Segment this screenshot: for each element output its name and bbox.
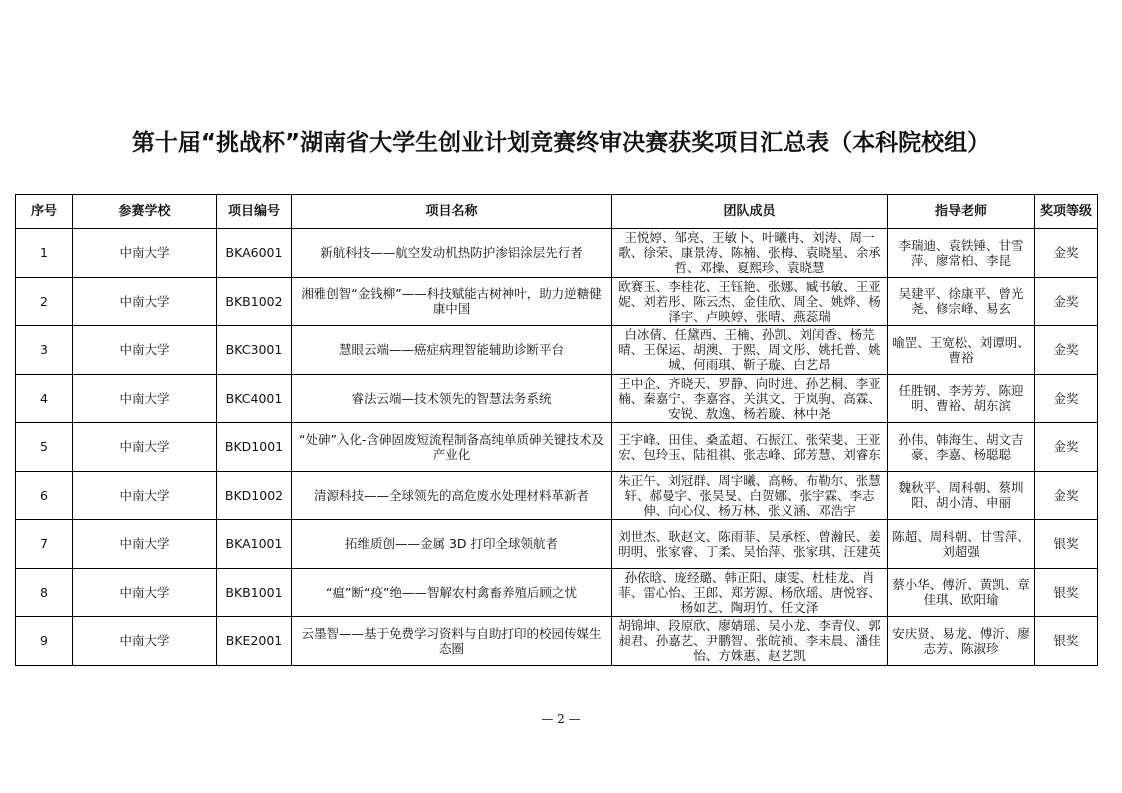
cell-code: BKD1002 [217,471,292,520]
table-row [16,568,1098,617]
cell-advisors: 孙伟、韩海生、胡文吉豪、李嘉、杨聪聪 [888,423,1035,472]
cell-code: BKE2001 [217,617,292,666]
cell-school: 中南大学 [73,471,217,520]
cell-project-name: “瘟”断“疫”绝——智解农村禽畜养殖后顾之忧 [292,568,612,617]
cell-school: 中南大学 [73,568,217,617]
table-row [16,520,1098,569]
cell-advisors: 李瑞迪、袁铁锤、甘雪萍、廖常柏、李昆 [888,229,1035,278]
cell-members: 欧赛玉、李桂花、王钰艳、张娜、臧书敏、王亚妮、刘若彤、陈云杰、金佳欣、周全、姚烨、杨泽宇、卢映婷、张晴、燕蕊瑞 [612,277,888,326]
cell-project-name: 清源科技——全球领先的高危废水处理材料革新者 [292,471,612,520]
cell-advisors: 喻罡、王宽松、刘谭明、曹裕 [888,326,1035,375]
header-name: 项目名称 [292,195,612,229]
cell-members: 朱正午、刘冠群、周宇曦、高畅、布勒尔、张慧轩、郝曼宇、张昊旻、白贺娜、张宇霖、李志伸、向心仪、杨万林、张义涵、邓浩宇 [612,471,888,520]
cell-project-name: 睿法云端—技术领先的智慧法务系统 [292,374,612,423]
cell-members: 王悦婷、邹亮、王敏卜、叶曦冉、刘涛、周一歌、徐荣、康景涛、陈楠、张梅、袁晓星、余承哲、邓操、夏熙珍、袁晓慧 [612,229,888,278]
cell-advisors: 安庆贤、易龙、傅沂、廖志芳、陈淑珍 [888,617,1035,666]
table-header-row [16,195,1098,229]
cell-school: 中南大学 [73,326,217,375]
cell-advisors: 吴建平、徐康平、曾光尧、修宗峰、易玄 [888,277,1035,326]
award-table [15,194,1098,666]
cell-no: 7 [16,520,73,569]
cell-no: 5 [16,423,73,472]
cell-advisors: 任胜钢、李芳芳、陈迎明、曹裕、胡东滨 [888,374,1035,423]
cell-no: 9 [16,617,73,666]
cell-award: 金奖 [1035,229,1098,278]
cell-no: 3 [16,326,73,375]
table-row [16,229,1098,278]
header-code: 项目编号 [217,195,292,229]
cell-award: 金奖 [1035,374,1098,423]
table-row [16,277,1098,326]
page-title: 第十届“挑战杯”湖南省大学生创业计划竞赛终审决赛获奖项目汇总表（本科院校组） [131,130,991,156]
header-members: 团队成员 [612,195,888,229]
cell-members: 王宇峰、田佳、桑孟超、石振江、张荣斐、王亚宏、包玲玉、陆祖祺、张志峰、邱芳慧、刘睿东 [612,423,888,472]
table-row [16,617,1098,666]
cell-school: 中南大学 [73,374,217,423]
cell-school: 中南大学 [73,277,217,326]
cell-school: 中南大学 [73,423,217,472]
cell-project-name: “处砷”入化-含砷固废短流程制备高纯单质砷关键技术及产业化 [292,423,612,472]
cell-project-name: 慧眼云端——癌症病理智能辅助诊断平台 [292,326,612,375]
cell-advisors: 蔡小华、傅沂、黄凯、章佳琪、欧阳瑜 [888,568,1035,617]
cell-advisors: 魏秋平、周科朝、蔡圳阳、胡小清、申丽 [888,471,1035,520]
cell-no: 6 [16,471,73,520]
cell-members: 孙依晗、庞经璐、韩正阳、康雯、杜桂龙、肖菲、雷心怡、王郎、郑芳源、杨欣瑶、唐悦容、杨如艺、陶玥竹、任文泽 [612,568,888,617]
header-award: 奖项等级 [1035,195,1098,229]
table-row [16,423,1098,472]
cell-school: 中南大学 [73,229,217,278]
cell-project-name: 拓维质创——金属 3D 打印全球领航者 [292,520,612,569]
cell-award: 金奖 [1035,277,1098,326]
cell-award: 银奖 [1035,568,1098,617]
cell-no: 1 [16,229,73,278]
cell-code: BKC3001 [217,326,292,375]
cell-no: 4 [16,374,73,423]
table-row [16,374,1098,423]
cell-code: BKC4001 [217,374,292,423]
cell-project-name: 云墨智——基于免费学习资料与自助打印的校园传媒生态圈 [292,617,612,666]
cell-no: 8 [16,568,73,617]
cell-members: 胡锦坤、段原欣、廖婧瑶、吴小龙、李青仪、郭昶君、孙嘉艺、尹鹏智、张皖祯、李未晨、潘佳怡、方姝惠、赵艺凯 [612,617,888,666]
cell-award: 银奖 [1035,520,1098,569]
cell-code: BKB1001 [217,568,292,617]
cell-award: 金奖 [1035,471,1098,520]
cell-award: 金奖 [1035,326,1098,375]
cell-no: 2 [16,277,73,326]
cell-code: BKA6001 [217,229,292,278]
header-advisors: 指导老师 [888,195,1035,229]
table-row [16,471,1098,520]
cell-project-name: 新航科技——航空发动机热防护渗铝涂层先行者 [292,229,612,278]
cell-members: 刘世杰、耿赵文、陈雨菲、吴承桎、曾瀚民、姜明明、张家睿、丁柔、吴怡萍、张家琪、汪建英 [612,520,888,569]
cell-award: 金奖 [1035,423,1098,472]
cell-code: BKB1002 [217,277,292,326]
cell-project-name: 湘雅创智“金钱柳”——科技赋能古树神叶，助力逆糖健康中国 [292,277,612,326]
header-school: 参赛学校 [73,195,217,229]
cell-members: 王中企、齐晓天、罗静、向时进、孙艺桐、李亚楠、秦嘉宁、李嘉容、关淇文、于岚驹、高霖、安锐、敖逸、杨若璇、林中尧 [612,374,888,423]
cell-code: BKD1001 [217,423,292,472]
cell-award: 银奖 [1035,617,1098,666]
cell-school: 中南大学 [73,520,217,569]
table-row [16,326,1098,375]
cell-school: 中南大学 [73,617,217,666]
cell-members: 白冰倩、任黛西、王楠、孙凯、刘闰香、杨芫晴、王保运、胡澳、于熙、周文彤、姚托普、姚城、何雨琪、靳子璇、白艺昂 [612,326,888,375]
cell-advisors: 陈超、周科朝、甘雪萍、刘超强 [888,520,1035,569]
header-no: 序号 [16,195,73,229]
cell-code: BKA1001 [217,520,292,569]
page-number: — 2 — [541,712,581,726]
